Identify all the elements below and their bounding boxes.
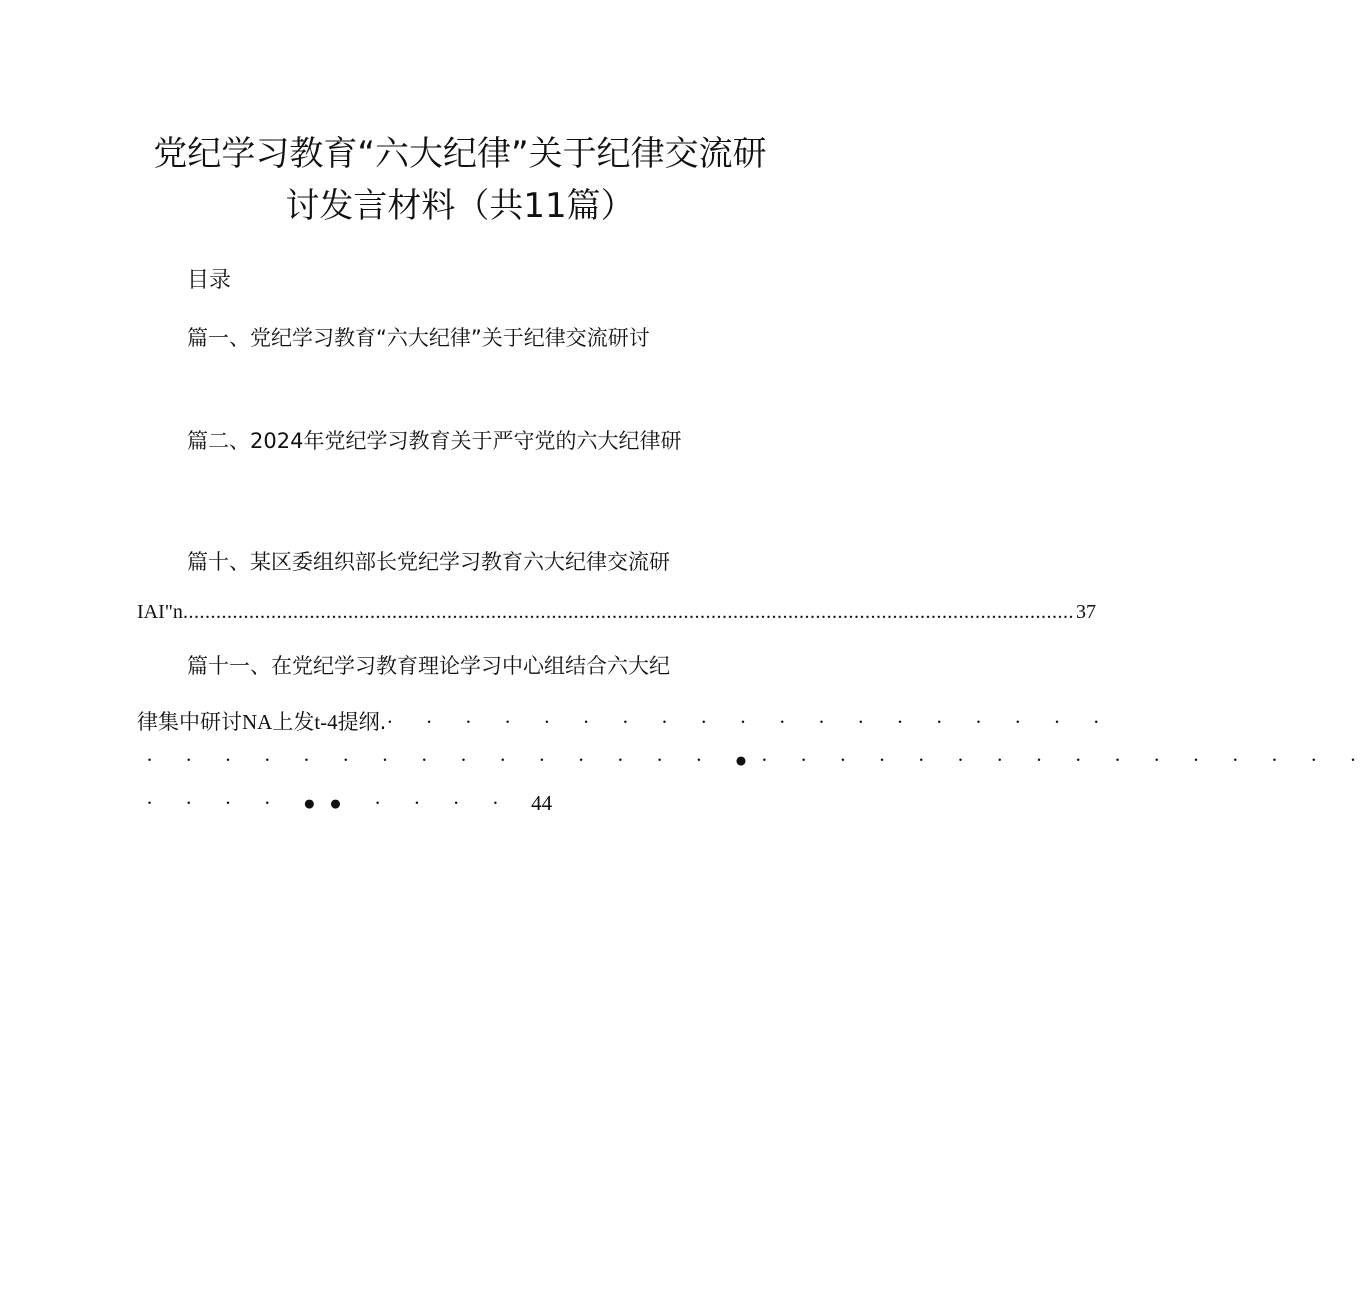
toc-entry-10[interactable]: 篇十、某区委组织部长党纪学习教育六大纪律交流研 [187, 550, 670, 574]
toc-entry-11-dot-leader-1: · · · · · · · · · · · · · · · · · · · [386, 710, 1114, 734]
document-title-line-2: 讨发言材料（共11篇） [285, 186, 635, 226]
toc-entry-11-continuation-latin-2: t-4 [314, 710, 338, 734]
toc-entry-11-continuation-prefix: 律集中研讨 [137, 710, 242, 734]
toc-entry-11-page-number: 44 [531, 791, 553, 815]
toc-entry-10-leader-row[interactable] [137, 598, 1096, 626]
toc-entry-11-dot-leader-2: · · · · · · · · · · · · · · · ●· · · · · · · · · · · · · · · · [146, 748, 1370, 772]
toc-entry-10-continuation: IAI"n [137, 601, 183, 623]
toc-entry-11-continuation-mid: 上发 [272, 710, 315, 734]
toc-entry-11-continuation-row[interactable] [137, 707, 1113, 737]
toc-entry-11-continuation-latin: NA [242, 710, 273, 734]
toc-entry-11-continuation-suffix: 提纲. [337, 710, 387, 734]
toc-entry-11-dot-row-3 [146, 788, 552, 818]
toc-entry-11-dot-leader-3: · · · · ●● · · · · [146, 791, 532, 815]
toc-entry-10-page-number: 37 [1075, 601, 1096, 623]
toc-entry-2[interactable]: 篇二、2024年党纪学习教育关于严守党的六大纪律研 [187, 429, 682, 453]
toc-entry-1[interactable]: 篇一、党纪学习教育“六大纪律”关于纪律交流研讨 [187, 326, 650, 350]
toc-entry-10-dot-leader: .................................................................................................................................................................. [182, 601, 1074, 623]
toc-heading: 目录 [187, 268, 232, 293]
document-title-line-1: 党纪学习教育“六大纪律”关于纪律交流研 [153, 134, 767, 174]
toc-entry-11-dot-row-2 [146, 745, 1370, 775]
toc-entry-11[interactable]: 篇十一、在党纪学习教育理论学习中心组结合六大纪 [187, 654, 670, 678]
